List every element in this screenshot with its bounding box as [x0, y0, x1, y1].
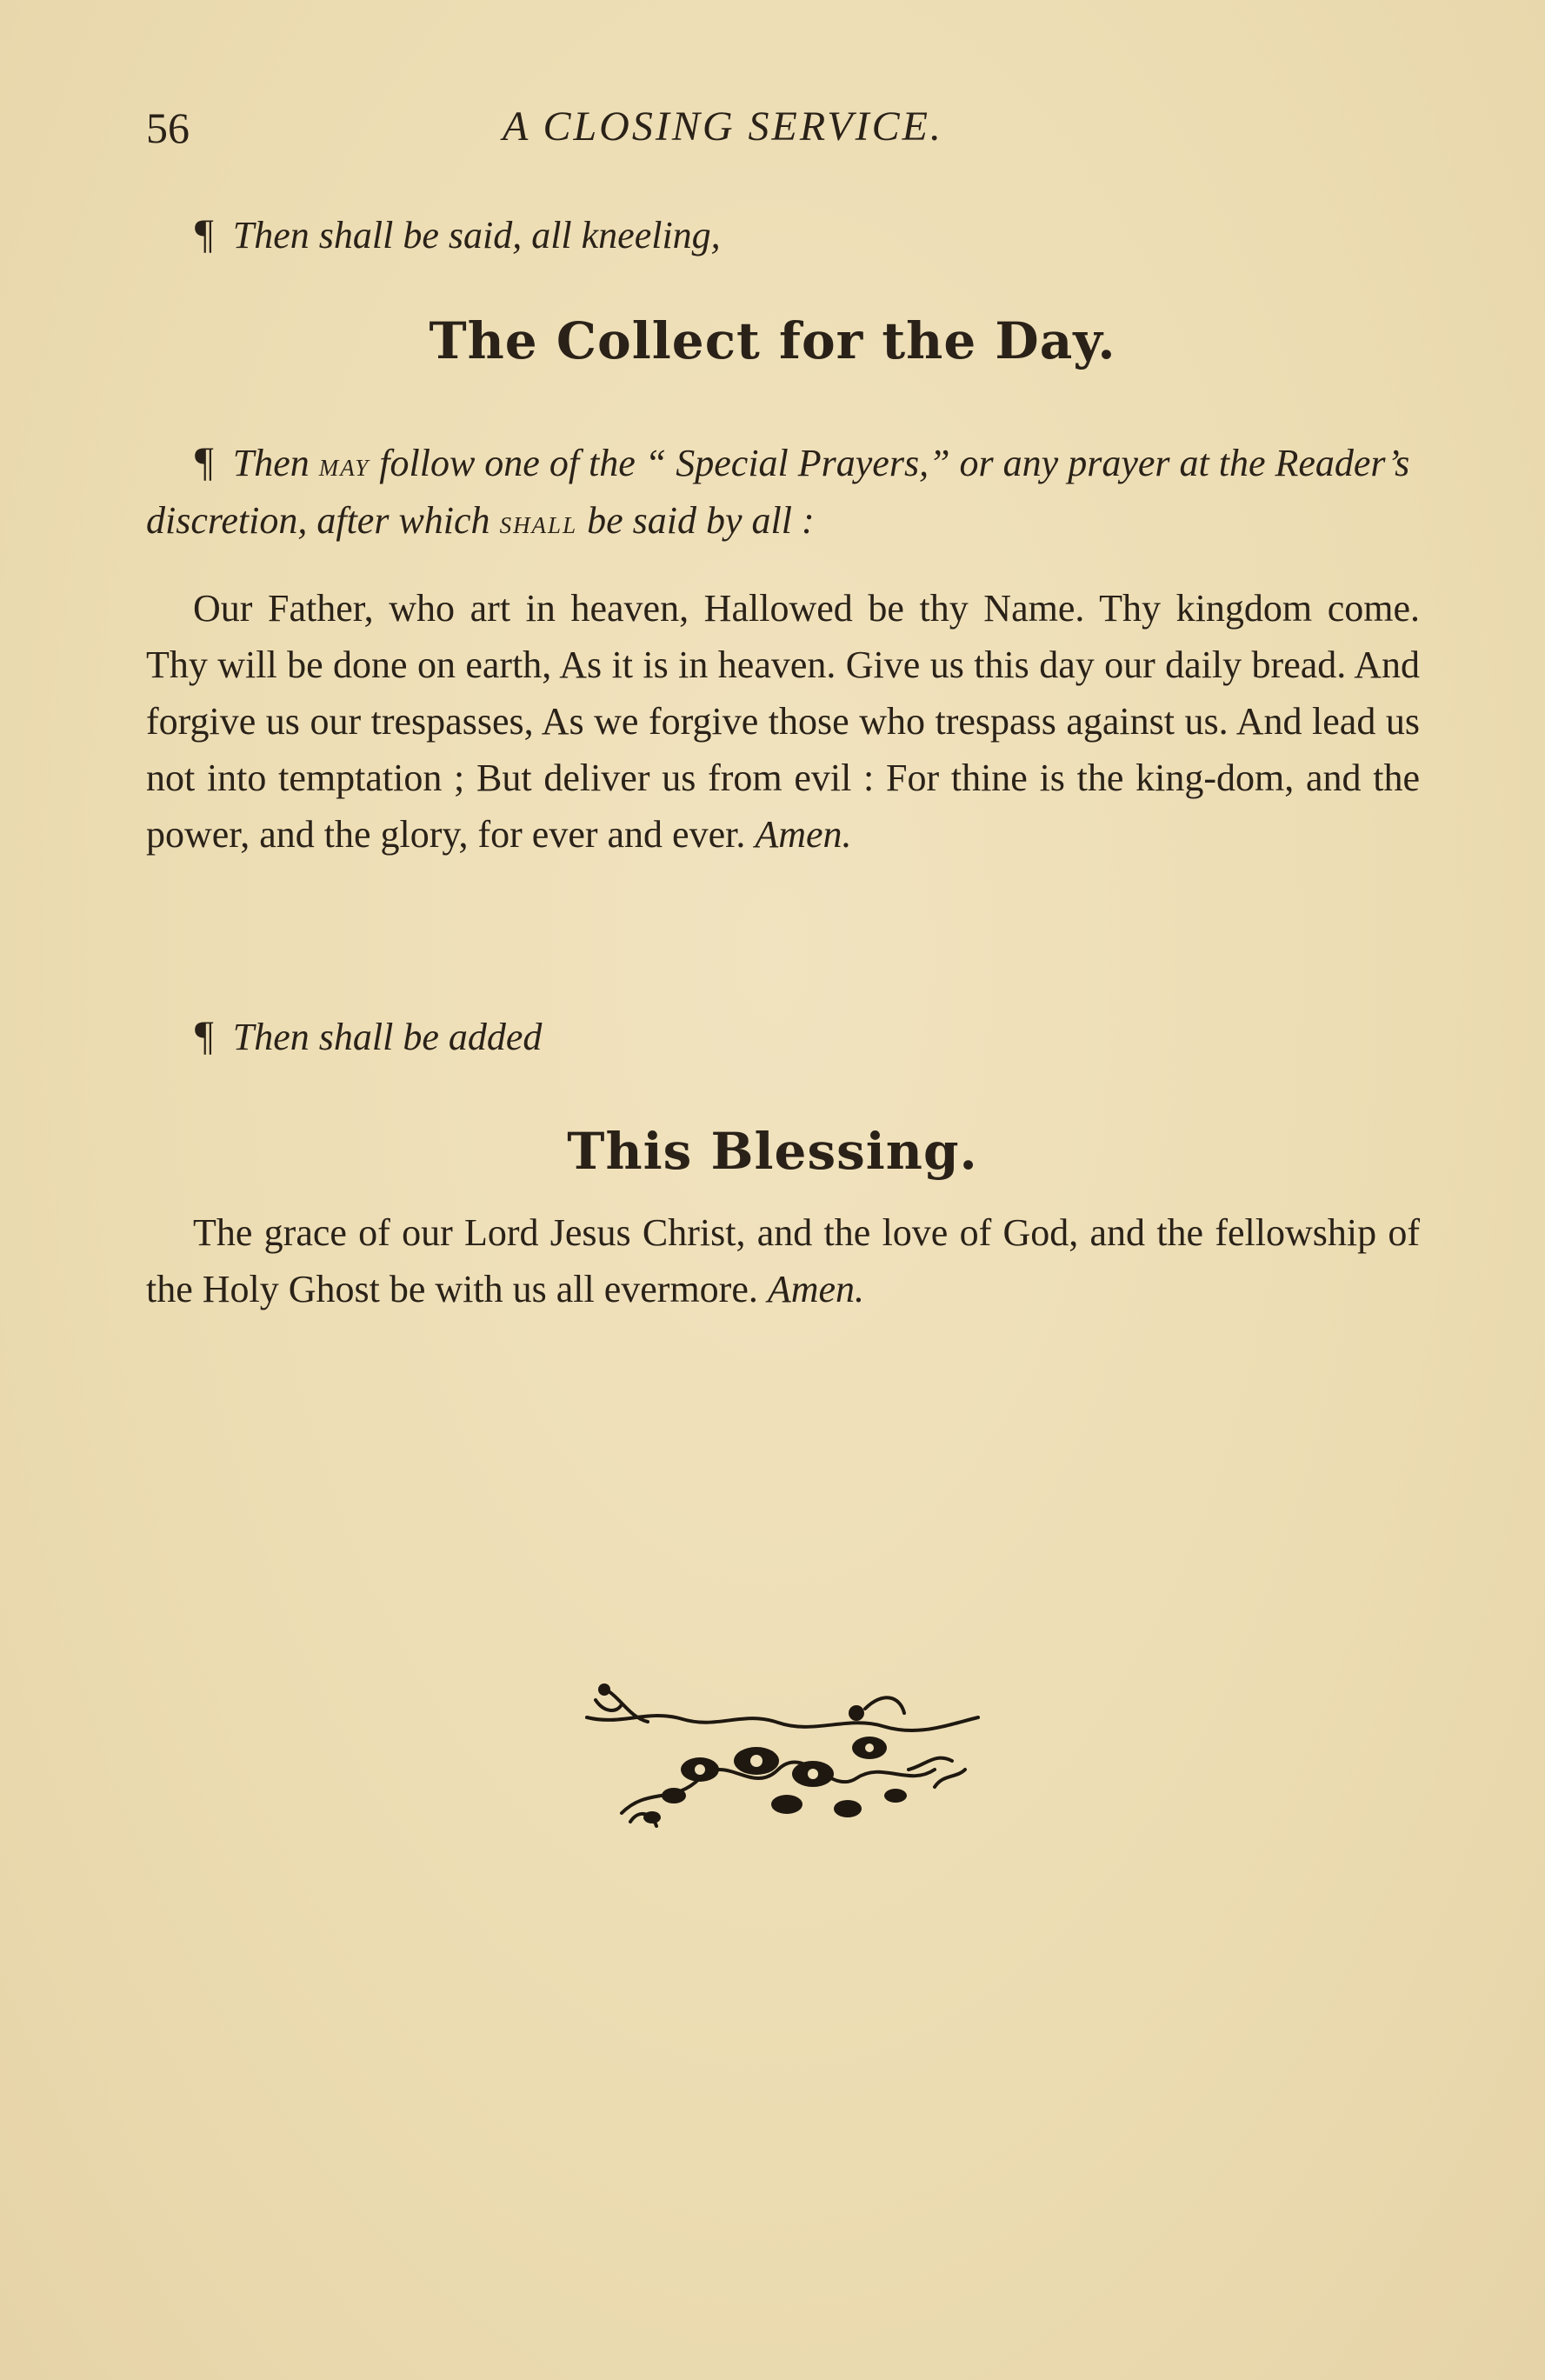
rubric-text: Then shall be said, all kneeling, [232, 214, 721, 257]
running-title: A CLOSING SERVICE. [503, 103, 943, 150]
pilcrow-icon: ¶ [195, 439, 214, 485]
rubric-kneeling [146, 207, 1420, 263]
heading-collect: The Collect for the Day. [429, 311, 1116, 370]
amen-text: Amen. [767, 1268, 865, 1310]
floral-ornament-icon [569, 1665, 996, 1848]
page-number: 56 [146, 103, 190, 152]
page-header [146, 103, 1450, 155]
rubric-text: Then shall be added [232, 1016, 543, 1058]
lords-prayer: Our Father, who art in heaven, Hallowed be thy Name. Thy kingdom come. Thy will be done on earth, As it is in heaven. Give us this day our daily bread. And forgive us our trespasses, As we forgive those who trespass against us. And lead us not into temptation ; But deliver us from evil : For thine is the king-dom, and the power, and the glory, for ever and ever. Amen. [146, 587, 1420, 856]
rubric-special-prayers: ¶ Then may follow one of the “ Special Prayers,” or any prayer at the Reader’s discretion, after which shall be said by all : [146, 439, 1410, 542]
heading-blessing: This Blessing. [567, 1122, 978, 1181]
amen-text: Amen. [755, 813, 852, 856]
pilcrow-icon: ¶ [195, 1013, 214, 1059]
pilcrow-icon: ¶ [195, 211, 214, 257]
blessing-text: The grace of our Lord Jesus Christ, and the love of God, and the fellowship of the Holy Ghost be with us all evermore. Amen. [146, 1211, 1420, 1310]
rubric-added [146, 1009, 1420, 1065]
